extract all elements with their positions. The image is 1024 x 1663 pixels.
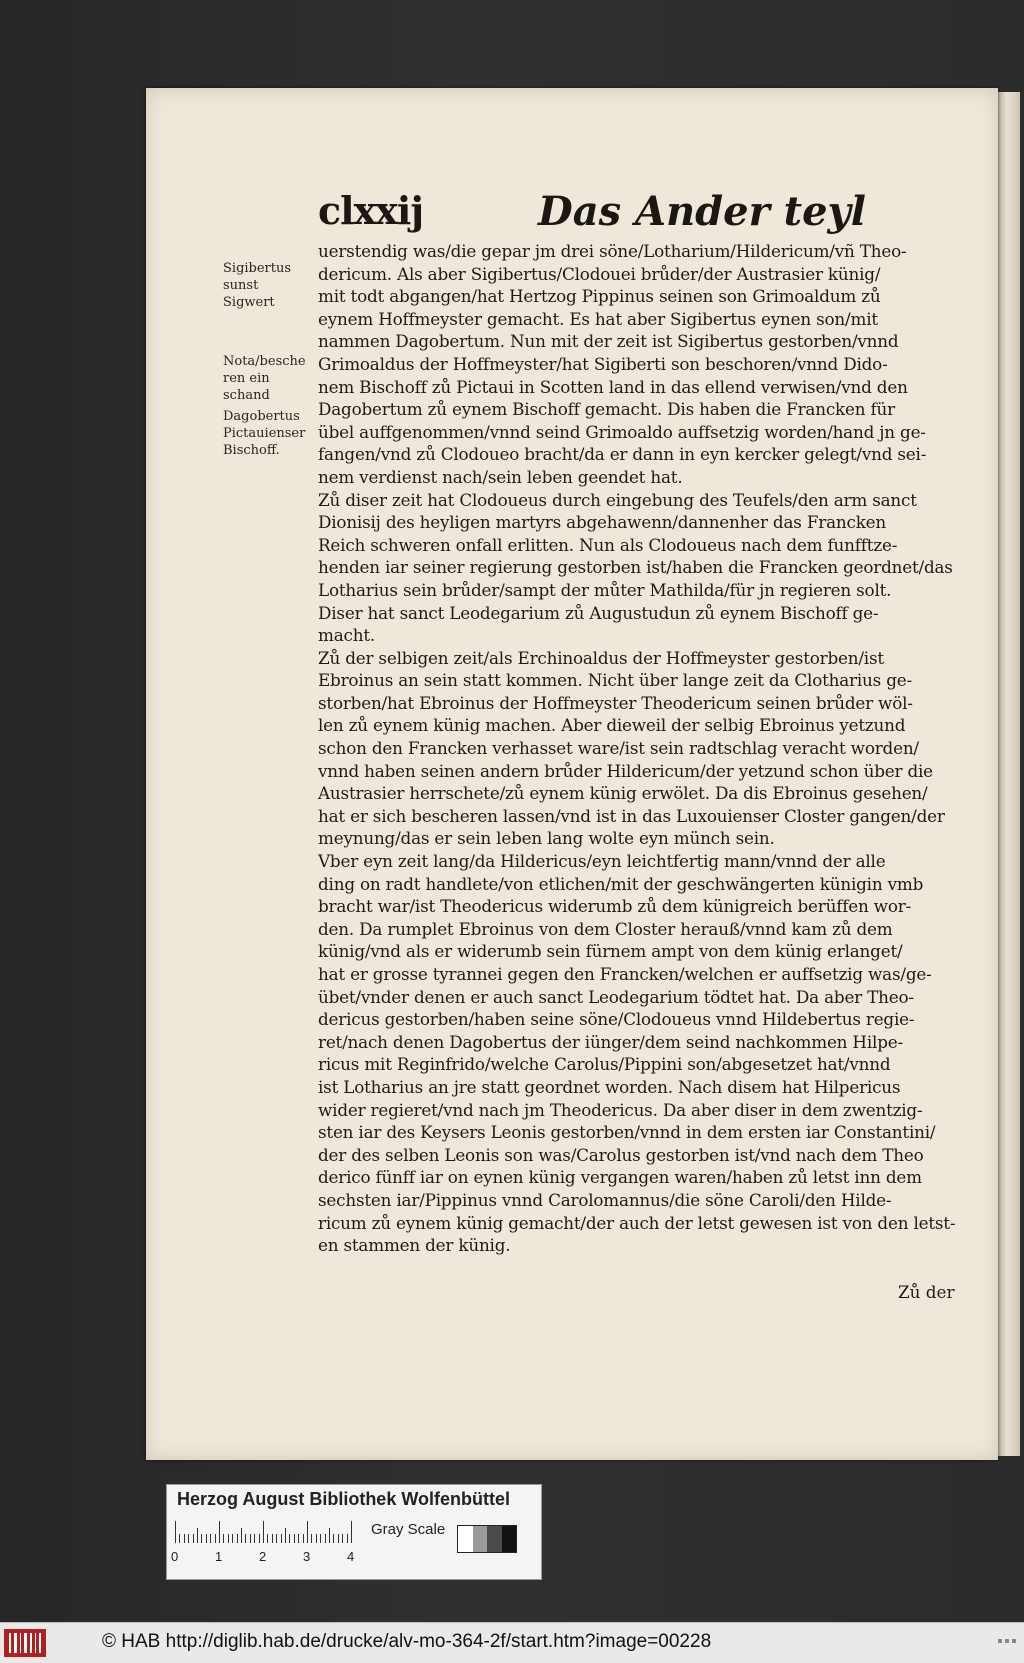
gray-patch	[458, 1526, 473, 1552]
ruler-tick	[263, 1521, 264, 1543]
page-edge	[998, 92, 1020, 1456]
ruler-tick	[237, 1534, 238, 1543]
ruler-tick	[232, 1534, 233, 1543]
scale-number: 1	[215, 1549, 223, 1564]
ruler-tick	[311, 1534, 312, 1543]
ruler-tick	[298, 1534, 299, 1543]
ruler-tick	[245, 1534, 246, 1543]
text-line: ding on radt handlete/von etlichen/mit der geschwängerten künigin vmb	[318, 873, 924, 894]
folio-number: clxxij	[318, 188, 424, 233]
text-line: mit todt abgangen/hat Hertzog Pippinus seinen son Grimoaldum zů	[318, 286, 881, 307]
gray-patch	[487, 1526, 502, 1552]
text-line: Reich schweren onfall erlitten. Nun als Clodoueus nach dem funfftze-	[318, 534, 898, 555]
text-line: derico fünff iar on eynen künig vergangen waren/haben zů letst inn dem	[318, 1167, 922, 1188]
text-line: ricum zů eynem künig gemacht/der auch der letst gewesen ist von den letst-	[318, 1212, 956, 1233]
scale-number: 3	[303, 1549, 311, 1564]
ruler-tick	[259, 1534, 260, 1543]
ruler-tick	[316, 1534, 317, 1543]
ruler-tick	[338, 1534, 339, 1543]
text-line: storben/hat Ebroinus der Hoffmeyster Theodericum seinen brůder wöl-	[318, 692, 913, 713]
text-line: schon den Francken verhasset ware/ist sein radtschlag veracht worden/	[318, 738, 919, 759]
ruler-tick	[329, 1528, 330, 1543]
catchword: Zů der	[898, 1282, 955, 1302]
ruler-tick	[215, 1534, 216, 1543]
text-line: Zů diser zeit hat Clodoueus durch eingebung des Teufels/den arm sanct	[318, 489, 917, 510]
ruler-tick	[219, 1521, 220, 1543]
color-calibration-chart	[166, 1484, 542, 1580]
ruler-tick	[223, 1534, 224, 1543]
ruler-tick	[342, 1534, 343, 1543]
text-line: len zů eynem künig machen. Aber dieweil der selbig Ebroinus yetzund	[318, 715, 906, 736]
text-line: nem verdienst nach/sein leben geendet hat.	[318, 466, 683, 487]
text-line: Ebroinus an sein statt kommen. Nicht über lange zeit da Clotharius ge-	[318, 670, 912, 691]
gray-patch	[473, 1526, 488, 1552]
ruler-tick	[179, 1534, 180, 1543]
ruler-tick	[307, 1521, 308, 1543]
ruler-tick	[347, 1534, 348, 1543]
ruler-tick	[197, 1528, 198, 1543]
ruler-tick	[289, 1534, 290, 1543]
text-line: ist Lotharius an jre statt geordnet worden. Nach disem hat Hilpericus	[318, 1076, 901, 1097]
text-line: Diser hat sanct Leodegarium zů Augustudun zů eynem Bischoff ge-	[318, 602, 879, 623]
ruler-tick	[201, 1534, 202, 1543]
text-line: Lotharius sein brůder/sampt der můter Mathilda/für jn regieren solt.	[318, 579, 892, 600]
page-header	[318, 188, 958, 238]
ruler-tick	[184, 1534, 185, 1543]
gray-scale-label: Gray Scale	[371, 1521, 446, 1538]
margin-note-sigibertus: Sigibertus sunst Sigwert	[223, 261, 292, 310]
text-line: wider regieret/vnd nach jm Theodericus. Da aber diser in dem zwentzig-	[318, 1099, 923, 1120]
text-line: sechsten iar/Pippinus vnnd Carolomannus/die söne Caroli/den Hilde-	[318, 1189, 892, 1210]
body-text	[318, 240, 968, 1257]
text-line: Dagobertum zů eynem Bischoff gemacht. Dis haben die Francken für	[318, 399, 895, 420]
book-page	[146, 88, 998, 1460]
text-line: fangen/vnd zů Clodoueo bracht/da er dann in eyn kercker gelegt/vnd sei-	[318, 444, 927, 465]
scale-number: 0	[171, 1549, 179, 1564]
text-line: Dionisij des heyligen martyrs abgehawenn/dannenher das Francken	[318, 512, 887, 533]
ruler-tick	[272, 1534, 273, 1543]
text-line: bracht war/ist Theodericus widerumb zů dem künigreich berüffen wor-	[318, 896, 912, 917]
margin-note-dagobertus: Dagobertus Pictauienser Bischoff.	[223, 409, 306, 458]
ruler-tick	[285, 1528, 286, 1543]
text-line: dericum. Als aber Sigibertus/Clodouei brůder/der Austrasier künig/	[318, 263, 881, 284]
ruler-tick	[351, 1521, 352, 1543]
footer-bar	[0, 1622, 1024, 1663]
text-line: vnnd haben seinen andern brůder Hildericum/der yetzund schon über die	[318, 760, 933, 781]
ruler-tick	[206, 1534, 207, 1543]
text-line: ricus mit Reginfrido/welche Carolus/Pippini son/abgesetzet hat/vnnd	[318, 1054, 891, 1075]
footer-dots-icon	[998, 1637, 1016, 1645]
scale-ruler	[175, 1521, 355, 1543]
library-name: Herzog August Bibliothek Wolfenbüttel	[177, 1489, 510, 1509]
ruler-tick	[188, 1534, 189, 1543]
ruler-tick	[228, 1534, 229, 1543]
text-line: Vber eyn zeit lang/da Hildericus/eyn leichtfertig mann/vnnd der alle	[318, 851, 886, 872]
ruler-tick	[320, 1534, 321, 1543]
barcode-icon	[4, 1629, 46, 1657]
ruler-tick	[267, 1534, 268, 1543]
ruler-tick	[276, 1534, 277, 1543]
text-line: dericus gestorben/haben seine söne/Clodoueus vnnd Hildebertus regie-	[318, 1009, 915, 1030]
ruler-tick	[281, 1534, 282, 1543]
gray-patch	[502, 1526, 517, 1552]
scale-number: 4	[347, 1549, 355, 1564]
scale-number: 2	[259, 1549, 267, 1564]
text-line: uerstendig was/die gepar jm drei söne/Lotharium/Hildericum/vñ Theo-	[318, 241, 907, 261]
text-line: den. Da rumplet Ebroinus von dem Closter herauß/vnnd kam zů dem	[318, 918, 893, 939]
ruler-tick	[210, 1534, 211, 1543]
text-line: ret/nach denen Dagobertus der iünger/dem seind nachkommen Hilpe-	[318, 1031, 903, 1052]
text-line: Grimoaldus der Hoffmeyster/hat Sigiberti son beschoren/vnnd Dido-	[318, 353, 888, 374]
text-line: der des selben Leonis son was/Carolus gestorben ist/vnd nach dem Theo	[318, 1144, 924, 1165]
text-line: hat er grosse tyrannei gegen den Francken/welchen er auffsetzig was/ge-	[318, 964, 932, 984]
text-line: künig/vnd als er widerumb sein fürnem ampt von dem künig erlanget/	[318, 941, 903, 962]
text-line: übet/vnder denen er auch sanct Leodegarium tödtet hat. Da aber Theo-	[318, 986, 914, 1007]
ruler-tick	[175, 1521, 176, 1543]
ruler-tick	[294, 1534, 295, 1543]
text-line: hat er sich bescheren lassen/vnd ist in das Luxouienser Closter gangen/der	[318, 805, 945, 826]
text-line: Austrasier herrschete/zů eynem künig erwölet. Da dis Ebroinus gesehen/	[318, 783, 928, 804]
ruler-tick	[241, 1528, 242, 1543]
text-line: macht.	[318, 625, 376, 646]
text-line: Zů der selbigen zeit/als Erchinoaldus der Hoffmeyster gestorben/ist	[318, 647, 884, 668]
text-line: übel auffgenommen/vnnd seind Grimoaldo auffsetzig worden/hand jn ge-	[318, 421, 926, 442]
ruler-tick	[325, 1534, 326, 1543]
text-line: meynung/das er sein leben lang wolte eyn münch sein.	[318, 828, 775, 849]
ruler-tick	[333, 1534, 334, 1543]
running-title: Das Ander teyl	[538, 188, 866, 235]
text-line: nammen Dagobertum. Nun mit der zeit ist Sigibertus gestorben/vnnd	[318, 331, 899, 352]
margin-note-nota: Nota/besche ren ein schand	[223, 354, 306, 403]
text-line: nem Bischoff zů Pictaui in Scotten land in das ellend verwisen/vnd den	[318, 376, 908, 397]
text-line: sten iar des Keysers Leonis gestorben/vnnd in dem ersten iar Constantini/	[318, 1122, 936, 1143]
ruler-tick	[250, 1534, 251, 1543]
text-line: en stammen der künig.	[318, 1235, 511, 1256]
source-link[interactable]: © HAB http://diglib.hab.de/drucke/alv-mo-364-2f/start.htm?image=00228	[102, 1631, 712, 1652]
ruler-tick	[254, 1534, 255, 1543]
ruler-tick	[303, 1534, 304, 1543]
ruler-tick	[193, 1534, 194, 1543]
gray-scale-patches	[457, 1525, 517, 1553]
text-line: henden iar seiner regierung gestorben ist/haben die Francken geordnet/das	[318, 557, 953, 578]
text-line: eynem Hoffmeyster gemacht. Es hat aber Sigibertus eynen son/mit	[318, 308, 878, 329]
